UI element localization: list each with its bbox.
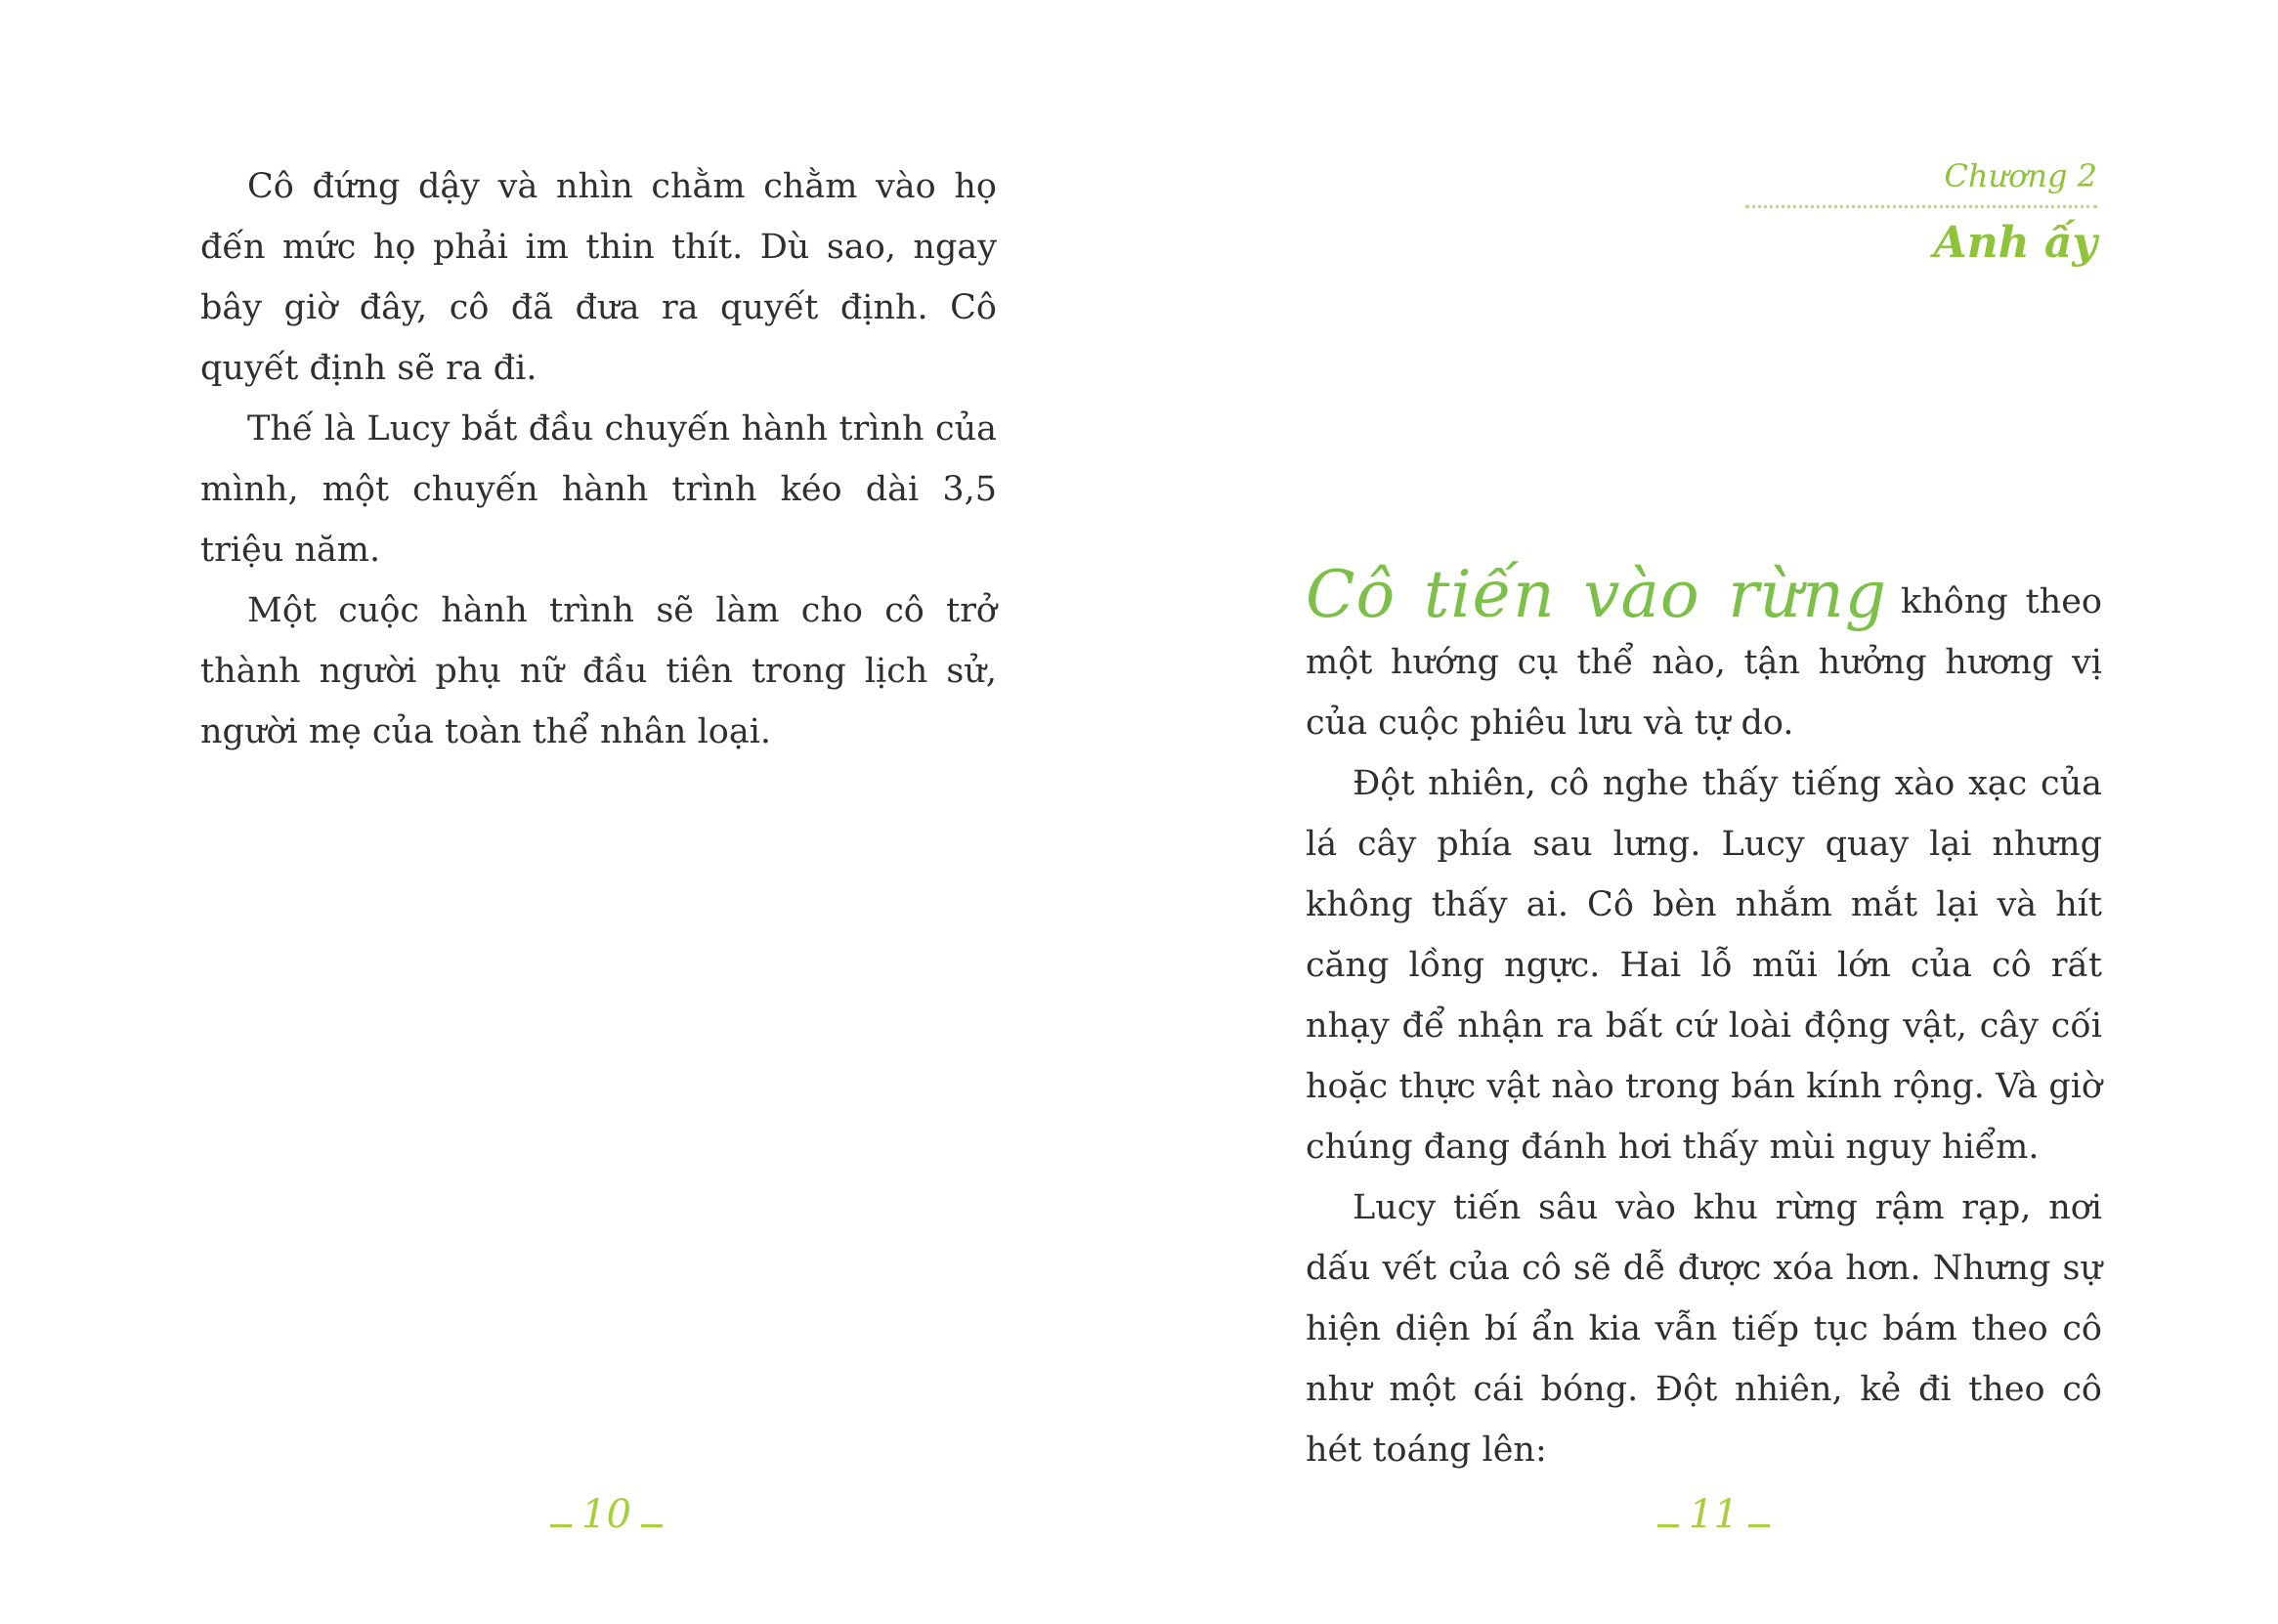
dash-decoration [641, 1524, 663, 1527]
chapter-label: Chương 2 [1944, 157, 2097, 194]
paragraph: Đột nhiên, cô nghe thấy tiếng xào xạc của lá cây phía sau lưng. Lucy quay lại nhưng không thấy ai. Cô bèn nhắm mắt lại và hít căng lồng ngực. Hai lỗ mũi lớn của cô rất nhạy để nhận ra bất cứ loài động vật, cây cối hoặc thực vật nào trong bán kính rộng. Và giờ chúng đang đánh hơi thấy mùi nguy hiểm. [1306, 764, 2102, 1167]
dash-decoration [550, 1524, 572, 1527]
left-page-body [200, 156, 997, 762]
opening-phrase: Cô tiến vào rừng [1306, 557, 1888, 632]
chapter-header [1745, 156, 2097, 271]
page-number-value: 11 [1689, 1492, 1739, 1537]
paragraph: Một cuộc hành trình sẽ làm cho cô trở thành người phụ nữ đầu tiên trong lịch sử, người mẹ của toàn thể nhân loại. [200, 591, 997, 751]
page-number-right [1648, 1490, 1780, 1539]
right-page-body [1306, 557, 2102, 1480]
paragraph: Thế là Lucy bắt đầu chuyến hành trình của mình, một chuyến hành trình kéo dài 3,5 triệu năm. [200, 409, 997, 570]
dash-decoration [1748, 1524, 1770, 1527]
paragraph: Lucy tiến sâu vào khu rừng rậm rạp, nơi dấu vết của cô sẽ dễ được xóa hơn. Nhưng sự hiện diện bí ẩn kia vẫn tiếp tục bám theo cô như một cái bóng. Đột nhiên, kẻ đi theo cô hét toáng lên: [1306, 1188, 2102, 1470]
page-number-left [540, 1490, 672, 1539]
dash-decoration [1657, 1524, 1679, 1527]
chapter-title: Anh ấy [1933, 218, 2097, 268]
right-page [1139, 0, 2278, 1624]
opening-paragraph [1306, 557, 2102, 753]
chapter-divider [1745, 205, 2097, 208]
paragraph: Cô đứng dậy và nhìn chằm chằm vào họ đến mức họ phải im thin thít. Dù sao, ngay bây giờ đây, cô đã đưa ra quyết định. Cô quyết định sẽ ra đi. [200, 167, 997, 388]
opening-rest: không theo một hướng cụ thể nào, tận hưởng hương vị của cuộc phiêu lưu và tự do. [1306, 582, 2102, 743]
page-number-value: 10 [581, 1492, 631, 1537]
